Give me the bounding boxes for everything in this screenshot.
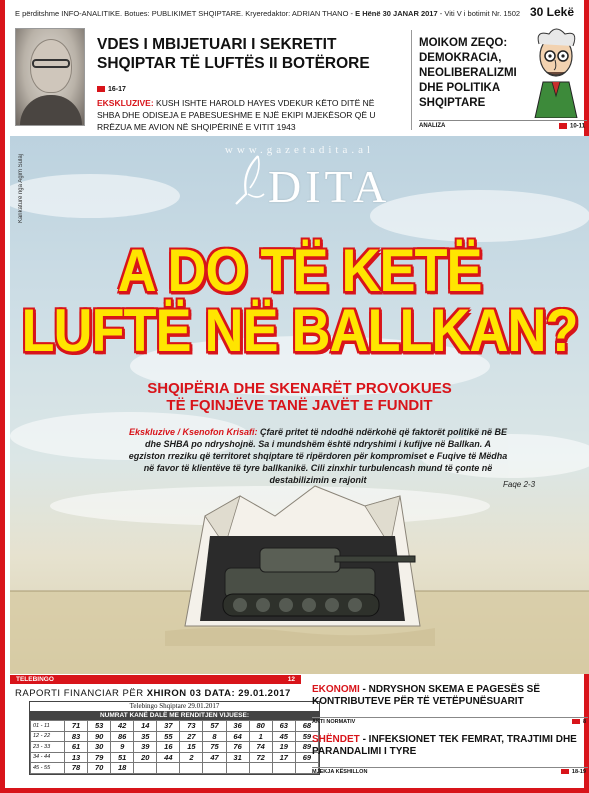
bingo-number [249,763,272,774]
bingo-number: 30 [88,742,111,753]
bingo-number: 70 [88,763,111,774]
table-row [31,763,319,774]
bingo-number: 37 [157,721,180,732]
telebingo-results-box [29,701,320,775]
bingo-number [203,763,226,774]
bingo-number: 9 [111,742,134,753]
health-story-title[interactable]: SHËNDET - INFEKSIONET TEK FEMRAT, TRAJTIMI DHE PARANDALIMI I TYRE [312,734,577,757]
bingo-number: 59 [295,731,318,742]
table-row [31,731,319,742]
bottom-red-rule [0,788,589,793]
bingo-number: 2 [180,752,203,763]
bingo-number: 75 [203,742,226,753]
cartoon-credit: Karikaturë nga Agim Sulaj [18,154,24,224]
economy-page-ref: 8 [572,719,586,725]
bingo-number: 73 [180,721,203,732]
subheadline [10,380,589,414]
bingo-number: 76 [226,742,249,753]
cover-byline: Ekskluzive / Ksenofon Krisafi: [128,427,258,437]
health-section: MJEKJA KËSHILLON [312,769,368,775]
issue-date: E Hënë 30 JANAR 2017 [355,9,438,18]
telebingo-table-subtitle: NUMRAT KANË DALË ME RENDITJEN VIJUESE: [30,711,319,720]
row-range: 45 - 55 [31,763,65,774]
subheadline-line-2: TË FQINJËVE TANË JAVËT E FUNDIT [166,397,433,414]
cover-body-text: Çfarë pritet të ndodhë ndërkohë që faktorët politikë në BE dhe SHBA po ndryshojnë. Sa i mundshëm është ndryshimi i kufijve në Ballkan. A egziston rreziku që territoret shqiptare të ripërdoren për kompromiset e Fuqive të Mëdha në favor të klientëve të tyre ballkanikë. Cili zinxhir turbulencash mund të çonte në destabilizimin e rajonit [128,427,508,485]
row-range: 12 - 22 [31,731,65,742]
bingo-number: 39 [134,742,157,753]
main-headline-line-2[interactable]: LUFTË NË BALLKAN? [21,297,578,365]
health-page-ref: 18-19 [561,769,586,775]
bingo-number: 45 [272,731,295,742]
telebingo-table-title: Telebingo Shqiptare 29.01.2017 [129,702,220,710]
bingo-number [272,763,295,774]
bingo-number: 78 [65,763,88,774]
cover-page-ref: Faqe 2-3 [503,480,536,489]
website-url[interactable]: www.gazetadita.al [224,144,375,156]
bingo-number: 14 [134,721,157,732]
bingo-number: 71 [65,721,88,732]
bingo-number: 74 [249,742,272,753]
bingo-number: 36 [226,721,249,732]
lead-story-text: KUSH ISHTE HAROLD HAYES VDEKUR KËTO DITË NË SHBA DHE ODISEJA E PABESUESHME E NJË EKIPI MJEKËSOR QË U RRËZUA ME AVION NË SHQIPËRINË E VITIT 1943 [97,98,376,132]
opinion-page-ref: 10-11 [559,123,585,130]
bingo-number: 51 [111,752,134,763]
bingo-number: 8 [203,731,226,742]
bingo-number: 55 [157,731,180,742]
table-row [31,742,319,753]
main-headline-line-1[interactable]: A DO TË KETË [117,237,482,305]
economy-story-footer [312,717,588,726]
bingo-number: 27 [180,731,203,742]
bingo-number: 63 [272,721,295,732]
row-range: 01 - 11 [31,721,65,732]
bingo-number [180,763,203,774]
bingo-number: 31 [226,752,249,763]
info-line-b: - Viti V i botimit Nr. 1502 [437,9,521,18]
bingo-number: 90 [88,731,111,742]
bingo-number: 13 [65,752,88,763]
bingo-number: 20 [134,752,157,763]
opinion-footer [419,120,587,130]
lead-story-kicker: EKSKLUZIVE: [97,98,154,108]
bingo-number: 89 [295,742,318,753]
economy-section: AKTI NORMATIV [312,719,356,725]
page-marker-icon [97,86,105,92]
bingo-number: 69 [295,752,318,763]
telebingo-band [10,675,301,684]
health-story-footer [312,767,588,776]
bingo-number: 19 [272,742,295,753]
telebingo-report-line: RAPORTI FINANCIAR PËR XHIRON 03 DATA: 29.01.2017 [15,688,291,699]
economy-story-title[interactable]: EKONOMI - NDRYSHON SKEMA E PAGESËS SË KONTRIBUTEVE PËR TË VETËPUNËSUARIT [312,684,540,707]
bingo-number: 18 [111,763,134,774]
bingo-number: 15 [180,742,203,753]
bingo-number: 47 [203,752,226,763]
subheadline-line-1: SHQIPËRIA DHE SKENARËT PROVOKUES [147,380,452,397]
bingo-number: 68 [295,721,318,732]
opinion-title[interactable]: MOIKOM ZEQO: DEMOKRACIA, NEOLIBERALIZMI DHE POLITIKA SHQIPTARE [419,37,517,109]
table-row [31,721,319,732]
bingo-number: 80 [249,721,272,732]
dita-logo: DITA [268,161,391,212]
bingo-number: 64 [226,731,249,742]
telebingo-numbers-table [30,720,319,774]
masthead-info-line [15,9,535,18]
bingo-number: 72 [249,752,272,763]
column-divider [411,30,412,130]
bingo-number: 61 [65,742,88,753]
lead-story-page-ref: 16-17 [97,86,126,93]
portrait-photo[interactable] [15,28,85,126]
price-label: 30 Lekë [529,5,574,19]
bingo-number: 42 [111,721,134,732]
tank-tearing-paper-illustration [165,476,435,646]
bingo-number: 79 [88,752,111,763]
bingo-number: 35 [134,731,157,742]
lead-story-title[interactable]: VDES I MBIJETUARI I SEKRETIT SHQIPTAR TË LUFTËS II BOTËRORE [97,36,370,72]
bingo-number: 57 [203,721,226,732]
bingo-number [157,763,180,774]
info-line-a: E përditshme INFO-ANALITIKE. Botues: PUBLIKIMET SHQIPTARE. Kryeredaktor: ADRIAN THANO - [15,9,356,18]
row-range: 34 - 44 [31,752,65,763]
bingo-number: 86 [111,731,134,742]
caricature-illustration [525,26,587,118]
telebingo-label: TELEBINGO [16,676,54,683]
bingo-number: 83 [65,731,88,742]
bingo-number: 17 [272,752,295,763]
bingo-number [226,763,249,774]
bingo-number: 1 [249,731,272,742]
table-row [31,752,319,763]
bingo-number: 44 [157,752,180,763]
telebingo-page-ref: 12 [287,676,295,683]
bingo-number [134,763,157,774]
lead-story-teaser[interactable] [97,97,397,133]
bingo-number: 16 [157,742,180,753]
opinion-section: ANALIZA [419,123,446,129]
bingo-number: 53 [88,721,111,732]
quill-logo-icon [232,154,266,206]
hero-cover [10,136,589,674]
row-range: 23 - 33 [31,742,65,753]
